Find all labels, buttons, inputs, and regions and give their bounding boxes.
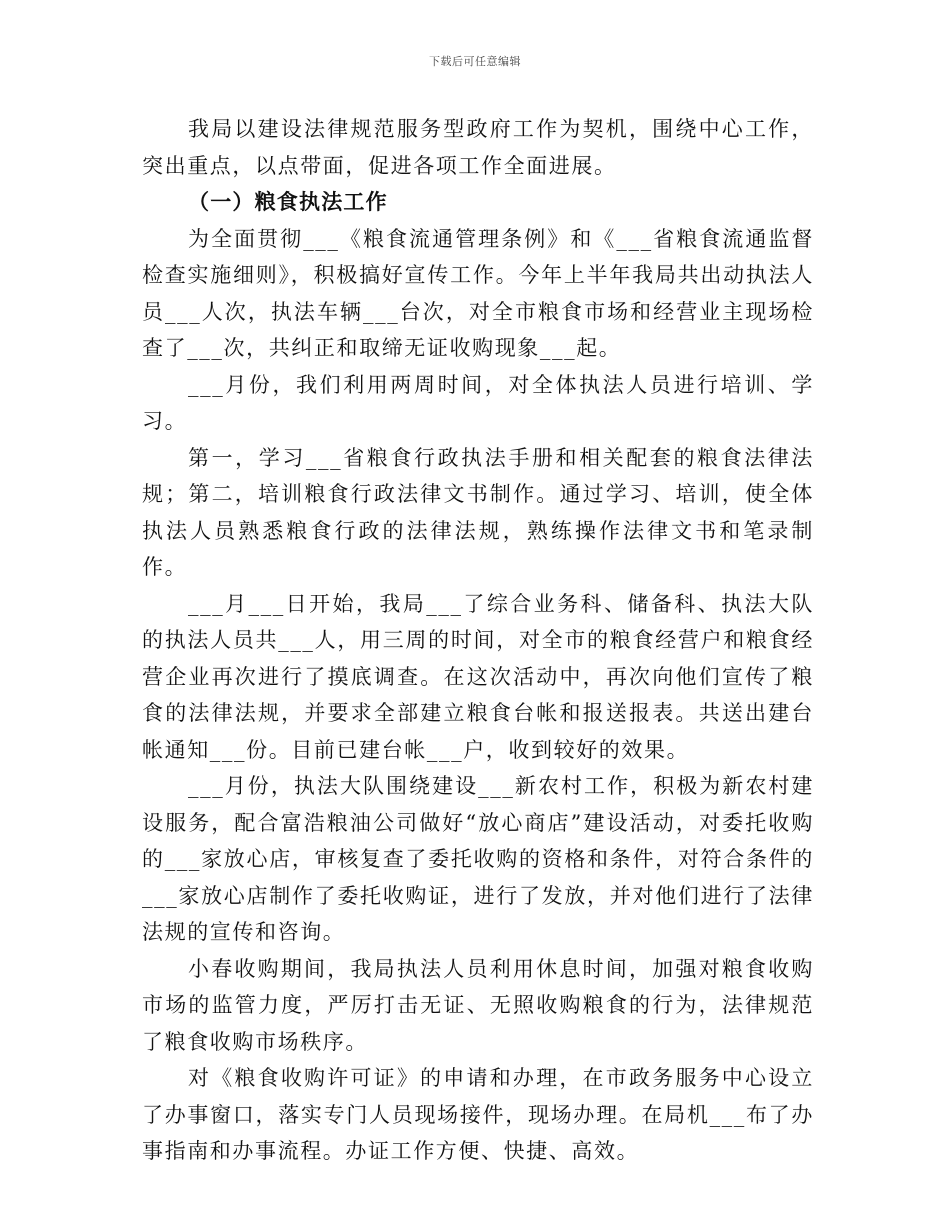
paragraph-survey: ___月___日开始，我局___了综合业务科、储备科、执法大队的执法人员共___人，用三周的时间，对全市的粮食经营户和粮食经营企业再次进行了摸底调查。在这次活动中，再次向他们宣传了粮食的法律法规，并要求全部建立粮食台帐和报送报表。共送出建台帐通知___份。目前已建台帐___户，收到较好的效果。: [142, 591, 814, 762]
document-body: [142, 111, 814, 1170]
paragraph-intro: 我局以建设法律规范服务型政府工作为契机，围绕中心工作，突出重点，以点带面，促进各项工作全面进展。: [142, 117, 814, 178]
paragraph-training-month: ___月份，我们利用两周时间，对全体执法人员进行培训、学习。: [142, 372, 814, 433]
paragraph-spring-purchase: 小春收购期间，我局执法人员利用休息时间，加强对粮食收购市场的监管力度，严厉打击无证、无照收购粮食的行为，法律规范了粮食收购市场秩序。: [142, 956, 814, 1054]
paragraph-license: 对《粮食收购许可证》的申请和办理，在市政务服务中心设立了办事窗口，落实专门人员现场接件，现场办理。在局机___布了办事指南和办事流程。办证工作方便、快捷、高效。: [142, 1066, 814, 1163]
section-heading: （一）粮食执法工作: [188, 189, 388, 214]
paragraph-new-village: ___月份，执法大队围绕建设___新农村工作，积极为新农村建设服务，配合富浩粮油公司做好“放心商店”建设活动，对委托收购的___家放心店，审核复查了委托收购的资格和条件，对符合条件的___家放心店制作了委托收购证，进行了发放，并对他们进行了法律法规的宣传和咨询。: [142, 774, 814, 944]
download-note: 下载后可任意编辑: [429, 55, 521, 68]
paragraph-enforcement: 为全面贯彻___《粮食流通管理条例》和《___省粮食流通监督检查实施细则》，积极搞好宣传工作。今年上半年我局共出动执法人员___人次，执法车辆___台次，对全市粮食市场和经营业主现场检查了___次，共纠正和取缔无证收购现象___起。: [142, 226, 814, 360]
paragraph-training-content: 第一，学习___省粮食行政执法手册和相关配套的粮食法律法规；第二，培训粮食行政法律文书制作。通过学习、培训，使全体执法人员熟悉粮食行政的法律法规，熟练操作法律文书和笔录制作。: [142, 445, 814, 579]
